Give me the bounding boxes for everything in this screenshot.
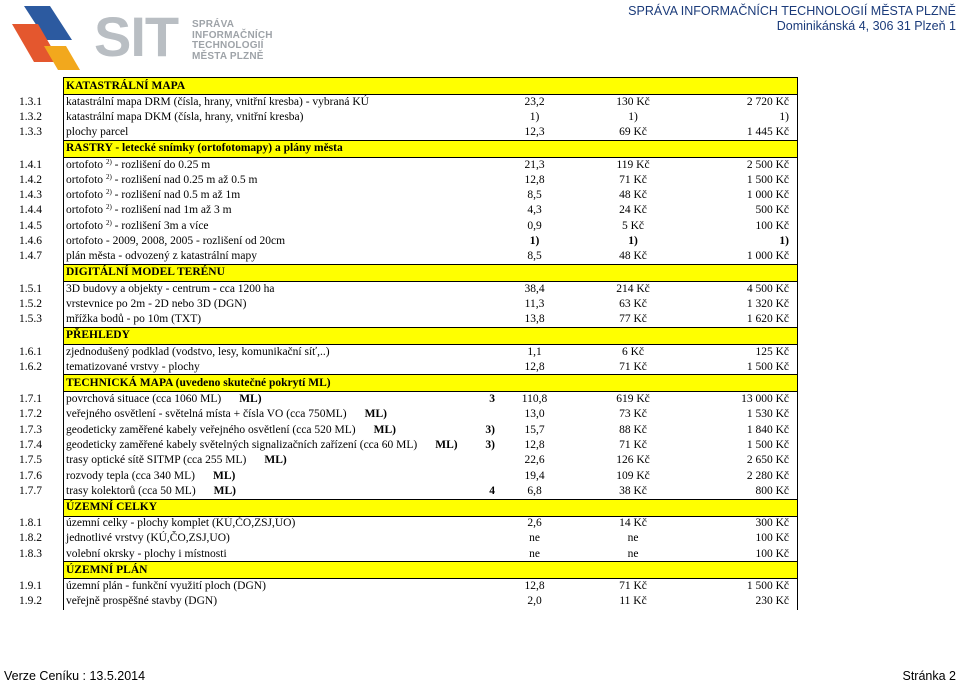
- item-description-text: rozvody tepla (cca 340 ML): [66, 469, 196, 482]
- item-value-2: 48 Kč: [619, 189, 647, 202]
- table-row: [15, 281, 798, 296]
- item-description-text: 3D budovy a objekty - centrum - cca 1200 ha: [66, 282, 275, 295]
- item-description: [64, 423, 498, 438]
- item-description-text: územní plán - funkční využití ploch (DGN): [66, 580, 266, 593]
- item-value-3: 100 Kč: [694, 547, 798, 562]
- item-value-2: 24 Kč: [619, 204, 647, 217]
- item-description-text: ortofoto: [66, 219, 104, 232]
- logo-line: MĚSTA PLZNĚ: [192, 50, 264, 62]
- item-description-text: vrstevnice po 2m - 2D nebo 3D (DGN): [66, 297, 247, 310]
- item-code: [15, 562, 64, 579]
- item-code: 1.5.2: [19, 297, 42, 310]
- item-value-1: 22,6: [524, 454, 545, 467]
- item-description: [64, 281, 498, 296]
- item-description-text: povrchová situace (cca 1060 ML): [66, 393, 222, 406]
- table-row: [15, 531, 798, 546]
- item-value-3: 1 445 Kč: [694, 125, 798, 140]
- item-value-1: 6,8: [527, 484, 542, 497]
- item-description: [64, 516, 498, 531]
- item-description-text: geodeticky zaměřené kabely veřejného osvětlení (cca 520 ML): [66, 423, 356, 436]
- item-description-detail: - rozlišení nad 0.5 m až 1m: [111, 189, 241, 202]
- item-description-text: ortofoto: [66, 158, 104, 171]
- item-code: [15, 327, 64, 344]
- item-value-3: 100 Kč: [694, 219, 798, 234]
- item-description-text: jednotlivé vrstvy (KÚ,ČO,ZSJ,UO): [66, 532, 230, 545]
- item-code: 1.9.2: [19, 595, 42, 608]
- item-code: 1.6.1: [19, 345, 42, 358]
- table-row: [15, 360, 798, 375]
- item-description: [64, 110, 498, 125]
- item-description-text: volební okrsky - plochy i místnosti: [66, 547, 227, 560]
- item-description: [64, 173, 498, 188]
- item-value-1: 38,4: [524, 282, 545, 295]
- item-code: [15, 499, 64, 516]
- table-row: [15, 484, 798, 499]
- item-value-3: 800 Kč: [694, 484, 798, 499]
- item-value-2: 130 Kč: [616, 95, 650, 108]
- item-value-2: 88 Kč: [619, 423, 647, 436]
- item-code: 1.9.1: [19, 580, 42, 593]
- section-title: DIGITÁLNÍ MODEL TERÉNU: [66, 266, 225, 279]
- item-value-3: 1): [694, 110, 798, 125]
- item-value-1: 13,8: [524, 312, 545, 325]
- item-value-1: 12,8: [524, 438, 545, 451]
- item-value-2: 71 Kč: [619, 173, 647, 186]
- item-code: [15, 264, 64, 281]
- item-value-1: 2,0: [527, 595, 542, 608]
- item-description: [64, 499, 498, 516]
- item-value-2: 214 Kč: [616, 282, 650, 295]
- item-value-2: [572, 264, 694, 281]
- item-code: 1.4.5: [19, 219, 42, 232]
- organization-address: Dominikánská 4, 306 31 Plzeň 1: [776, 19, 956, 33]
- table-row: [15, 392, 798, 407]
- item-description-text: trasy kolektorů (cca 50 ML): [66, 484, 196, 497]
- footnote-ref: 3): [485, 423, 495, 436]
- item-value-1: 1): [529, 110, 540, 123]
- item-value-1: 8,5: [527, 189, 542, 202]
- section-title: KATASTRÁLNÍ MAPA: [66, 79, 186, 92]
- footnote-note: ML): [373, 423, 396, 436]
- item-code: 1.7.6: [19, 469, 42, 482]
- page-number: Stránka 2: [902, 669, 956, 683]
- item-description: [64, 78, 498, 95]
- item-value-3: 1 500 Kč: [694, 360, 798, 375]
- item-value-2: 11 Kč: [619, 595, 647, 608]
- item-value-1: 8,5: [527, 250, 542, 263]
- item-value-3: [694, 140, 798, 157]
- section-title: ÚZEMNÍ CELKY: [66, 501, 158, 514]
- item-value-1: 19,4: [524, 469, 545, 482]
- item-value-1: 21,3: [524, 158, 545, 171]
- item-value-2: 77 Kč: [619, 312, 647, 325]
- item-value-1: 2,6: [527, 517, 542, 530]
- item-description-text: ortofoto: [66, 204, 104, 217]
- price-list-body: [15, 78, 798, 610]
- item-description: [64, 531, 498, 546]
- section-header-row: [15, 499, 798, 516]
- item-value-1: 12,8: [524, 360, 545, 373]
- item-value-3: 1 320 Kč: [694, 297, 798, 312]
- item-value-1: 12,8: [524, 580, 545, 593]
- item-code: [15, 78, 64, 95]
- item-description-text: plochy parcel: [66, 125, 129, 138]
- sit-logo: [2, 0, 292, 74]
- item-value-3: 1 500 Kč: [694, 438, 798, 453]
- item-description-detail: - rozlišení do 0.25 m: [111, 158, 211, 171]
- item-value-3: 13 000 Kč: [694, 392, 798, 407]
- table-row: [15, 453, 798, 468]
- item-value-2: 63 Kč: [619, 297, 647, 310]
- item-description-text: mřížka bodů - po 10m (TXT): [66, 312, 202, 325]
- item-code: 1.7.4: [19, 438, 42, 451]
- item-value-1: [497, 264, 572, 281]
- item-value-3: [694, 375, 798, 392]
- item-code: 1.4.7: [19, 250, 42, 263]
- item-value-1: [497, 140, 572, 157]
- table-row: [15, 203, 798, 218]
- item-value-2: 69 Kč: [619, 125, 647, 138]
- item-description: [64, 219, 498, 234]
- item-value-1: 0,9: [527, 219, 542, 232]
- item-code: 1.7.7: [19, 484, 42, 497]
- item-code: 1.7.2: [19, 408, 42, 421]
- item-value-3: 500 Kč: [694, 203, 798, 218]
- section-title: ÚZEMNÍ PLÁN: [66, 563, 148, 576]
- item-description: [64, 249, 498, 264]
- item-value-2: [572, 327, 694, 344]
- logo-line: SPRÁVA: [192, 19, 235, 30]
- item-description-detail: - rozlišení 3m a více: [111, 219, 209, 232]
- section-header-row: [15, 562, 798, 579]
- logo-line: TECHNOLOGIÍ: [192, 40, 264, 51]
- footnote-note: ML): [264, 454, 287, 467]
- item-value-3: 1 000 Kč: [694, 188, 798, 203]
- item-description-text: katastrální mapa DRM (čísla, hrany, vnitřní kresba) - vybraná KÚ: [66, 95, 369, 108]
- item-value-2: ne: [627, 532, 639, 545]
- item-description-detail: - rozlišení nad 1m až 3 m: [111, 204, 232, 217]
- section-title: PŘEHLEDY: [66, 329, 130, 342]
- item-code: 1.7.1: [19, 393, 42, 406]
- footnote-ref: 3): [485, 438, 495, 451]
- item-code: 1.4.1: [19, 158, 42, 171]
- item-value-3: 1): [694, 234, 798, 249]
- item-value-1: 15,7: [524, 423, 545, 436]
- item-value-2: 71 Kč: [619, 580, 647, 593]
- footnote-ref: 3: [489, 393, 495, 406]
- footnote-note: ML): [435, 438, 458, 451]
- item-code: 1.4.6: [19, 235, 42, 248]
- item-value-2: 119 Kč: [616, 158, 650, 171]
- table-row: [15, 95, 798, 110]
- item-value-2: 619 Kč: [616, 393, 650, 406]
- item-code: 1.7.5: [19, 454, 42, 467]
- item-value-2: [572, 140, 694, 157]
- item-description: [64, 484, 498, 499]
- item-value-2: [572, 562, 694, 579]
- item-value-3: 1 840 Kč: [694, 423, 798, 438]
- table-row: [15, 312, 798, 327]
- item-value-1: [497, 375, 572, 392]
- item-description: [64, 594, 498, 609]
- item-value-3: 2 500 Kč: [694, 157, 798, 172]
- table-row: [15, 438, 798, 453]
- item-description: [64, 297, 498, 312]
- table-row: [15, 407, 798, 422]
- item-description-text: trasy optické sítě SITMP (cca 255 ML): [66, 454, 247, 467]
- item-value-3: 2 650 Kč: [694, 453, 798, 468]
- item-code: [15, 140, 64, 157]
- item-description: [64, 234, 498, 249]
- item-code: 1.5.1: [19, 282, 42, 295]
- footnote-marker: 2): [105, 203, 112, 212]
- item-value-3: 1 500 Kč: [694, 579, 798, 594]
- item-description: [64, 579, 498, 594]
- item-description: [64, 392, 498, 407]
- item-value-3: [694, 327, 798, 344]
- item-value-2: 1): [628, 110, 638, 123]
- table-row: [15, 219, 798, 234]
- item-description: [64, 264, 498, 281]
- footnote-note: ML): [213, 469, 236, 482]
- item-description-text: ortofoto - 2009, 2008, 2005 - rozlišení od 20cm: [66, 235, 286, 248]
- item-value-1: [497, 78, 572, 95]
- footnote-ref: 4: [489, 484, 495, 497]
- item-value-2: 71 Kč: [619, 438, 647, 451]
- sit-logo-mark-icon: [2, 0, 98, 74]
- item-value-1: ne: [529, 532, 540, 545]
- item-code: 1.3.3: [19, 126, 42, 139]
- item-value-1: [497, 562, 572, 579]
- item-description: [64, 312, 498, 327]
- item-code: 1.8.1: [19, 517, 42, 530]
- item-value-3: [694, 264, 798, 281]
- item-value-3: 2 720 Kč: [694, 95, 798, 110]
- item-value-3: 2 280 Kč: [694, 468, 798, 483]
- footnote-note: ML): [239, 393, 262, 406]
- organization-name: SPRÁVA INFORMAČNÍCH TECHNOLOGIÍ MĚSTA PLZNĚ: [628, 4, 956, 18]
- footnote-marker: 2): [105, 157, 112, 166]
- item-value-2: 14 Kč: [619, 517, 647, 530]
- item-code: 1.8.2: [19, 532, 42, 545]
- footnote-note: ML): [364, 408, 387, 421]
- table-row: [15, 125, 798, 140]
- item-code: 1.3.2: [19, 110, 42, 123]
- item-code: 1.4.2: [19, 173, 42, 186]
- item-value-1: 13,0: [524, 408, 545, 421]
- item-value-3: [694, 78, 798, 95]
- section-header-row: [15, 327, 798, 344]
- logo-line: INFORMAČNÍCH: [192, 29, 273, 41]
- item-description-text: zjednodušený podklad (vodstvo, lesy, komunikační síť,..): [66, 345, 330, 358]
- item-description: [64, 360, 498, 375]
- item-description: [64, 157, 498, 172]
- footnote-note: ML): [213, 484, 237, 497]
- item-description: [64, 95, 498, 110]
- item-value-2: [572, 375, 694, 392]
- item-description: [64, 562, 498, 579]
- item-description: [64, 125, 498, 140]
- item-value-3: [694, 562, 798, 579]
- item-value-2: 71 Kč: [619, 360, 647, 373]
- item-value-3: 1 000 Kč: [694, 249, 798, 264]
- item-value-2: ne: [627, 547, 639, 560]
- item-value-1: 12,3: [524, 125, 545, 138]
- item-description: [64, 407, 498, 422]
- item-code: 1.6.2: [19, 360, 42, 373]
- item-description: [64, 468, 498, 483]
- table-row: [15, 579, 798, 594]
- item-value-1: ne: [529, 547, 540, 560]
- table-row: [15, 297, 798, 312]
- section-header-row: [15, 78, 798, 95]
- item-value-3: 1 500 Kč: [694, 173, 798, 188]
- item-value-3: [694, 499, 798, 516]
- item-value-2: [572, 499, 694, 516]
- table-row: [15, 157, 798, 172]
- item-code: 1.4.3: [19, 189, 42, 202]
- item-description-text: ortofoto: [66, 189, 104, 202]
- sit-logo-wordmark: SIT: [94, 5, 179, 68]
- item-description-text: tematizované vrstvy - plochy: [66, 360, 200, 373]
- item-value-2: 6 Kč: [621, 345, 645, 358]
- footnote-marker: 2): [105, 172, 112, 181]
- footnote-marker: 2): [105, 218, 112, 227]
- item-value-1: 12,8: [524, 173, 545, 186]
- item-description-text: geodeticky zaměřené kabely světelných signalizačních zařízení (cca 60 ML): [66, 438, 418, 451]
- item-value-3: 100 Kč: [694, 531, 798, 546]
- section-title: TECHNICKÁ MAPA (uvedeno skutečné pokrytí ML): [66, 376, 331, 389]
- item-value-2: [572, 78, 694, 95]
- item-value-1: 11,3: [524, 297, 545, 310]
- table-row: [15, 468, 798, 483]
- item-description-text: plán města - odvozený z katastrální mapy: [66, 250, 257, 263]
- item-description-text: katastrální mapa DKM (čísla, hrany, vnitřní kresba): [66, 110, 304, 123]
- item-code: [15, 375, 64, 392]
- item-description: [64, 203, 498, 218]
- item-description: [64, 188, 498, 203]
- table-row: [15, 344, 798, 359]
- table-row: [15, 188, 798, 203]
- item-description: [64, 375, 498, 392]
- organization-header: [628, 4, 956, 34]
- item-value-1: 110,8: [521, 393, 548, 406]
- price-list-table: [15, 77, 798, 610]
- table-row: [15, 234, 798, 249]
- table-row: [15, 110, 798, 125]
- table-row: [15, 547, 798, 562]
- section-header-row: [15, 264, 798, 281]
- logo-subtitle: [192, 20, 273, 62]
- item-value-2: 73 Kč: [619, 408, 647, 421]
- table-row: [15, 516, 798, 531]
- item-description-detail: - rozlišení nad 0.25 m až 0.5 m: [111, 173, 258, 186]
- item-description-text: veřejného osvětlení - světelná místa + čísla VO (cca 750ML): [66, 408, 347, 421]
- item-description-text: územní celky - plochy komplet (KÚ,ČO,ZSJ,UO): [66, 517, 296, 530]
- section-header-row: [15, 140, 798, 157]
- item-description: [64, 547, 498, 562]
- price-list-version: Verze Ceníku : 13.5.2014: [4, 669, 146, 683]
- section-header-row: [15, 375, 798, 392]
- item-code: 1.5.3: [19, 313, 42, 326]
- item-description: [64, 453, 498, 468]
- item-code: 1.4.4: [19, 204, 42, 217]
- item-value-2: 126 Kč: [616, 454, 650, 467]
- item-value-3: 4 500 Kč: [694, 281, 798, 296]
- item-value-3: 125 Kč: [694, 344, 798, 359]
- table-row: [15, 173, 798, 188]
- item-value-3: 230 Kč: [694, 594, 798, 609]
- item-value-3: 1 530 Kč: [694, 407, 798, 422]
- item-description: [64, 327, 498, 344]
- item-value-3: 1 620 Kč: [694, 312, 798, 327]
- item-code: 1.7.3: [19, 423, 42, 436]
- item-description-text: veřejně prospěšné stavby (DGN): [66, 595, 218, 608]
- item-value-3: 300 Kč: [694, 516, 798, 531]
- item-value-2: 38 Kč: [619, 484, 647, 497]
- item-value-1: [497, 327, 572, 344]
- section-title: RASTRY - letecké snímky (ortofotomapy) a plány města: [66, 142, 343, 155]
- table-row: [15, 423, 798, 438]
- item-value-1: 23,2: [524, 95, 545, 108]
- item-description: [64, 344, 498, 359]
- item-value-1: [497, 499, 572, 516]
- footnote-marker: 2): [105, 188, 112, 197]
- item-value-1: 1): [529, 235, 540, 248]
- item-value-1: 4,3: [527, 204, 542, 217]
- item-value-2: 1): [628, 235, 638, 248]
- item-value-2: 109 Kč: [616, 469, 650, 482]
- item-code: 1.8.3: [19, 547, 42, 560]
- item-value-2: 5 Kč: [621, 219, 645, 232]
- table-row: [15, 594, 798, 609]
- item-description-text: ortofoto: [66, 173, 104, 186]
- item-code: 1.3.1: [19, 95, 42, 108]
- item-value-1: 1,1: [527, 345, 542, 358]
- item-value-2: 48 Kč: [619, 250, 647, 263]
- table-row: [15, 249, 798, 264]
- item-description: [64, 438, 498, 453]
- item-description: [64, 140, 498, 157]
